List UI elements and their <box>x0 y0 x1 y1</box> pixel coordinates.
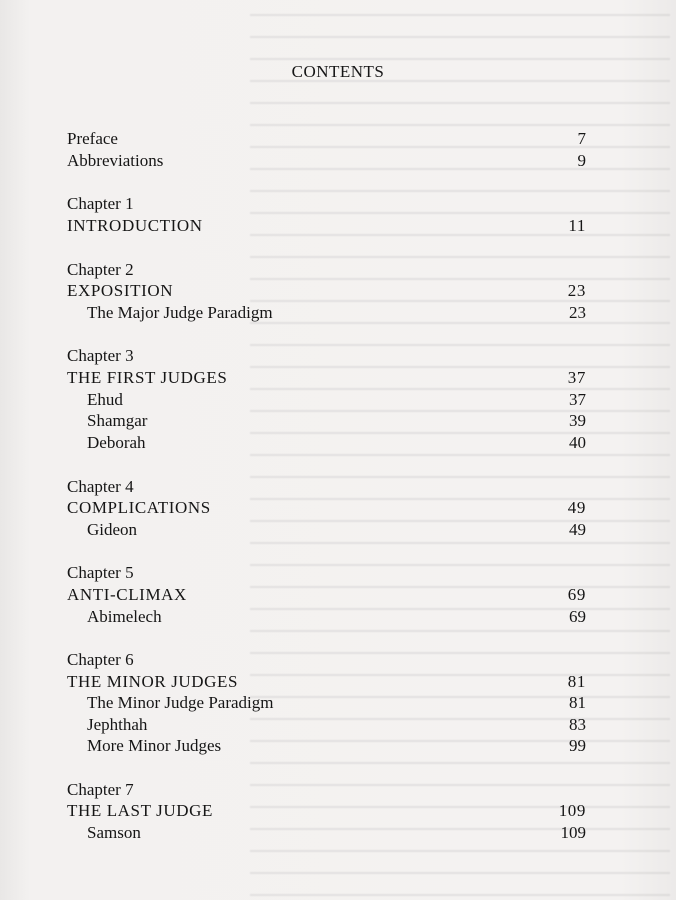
entry-page: 109 <box>560 823 586 842</box>
toc-entry-chapter-6[interactable] <box>67 671 586 693</box>
chapter-label: Chapter 3 <box>67 346 134 365</box>
entry-page: 39 <box>569 411 586 430</box>
entry-page: 99 <box>569 736 586 755</box>
toc-entry-section[interactable] <box>87 735 586 757</box>
entry-page: 69 <box>567 585 586 604</box>
entry-page: 23 <box>567 281 586 300</box>
entry-title: Abimelech <box>87 607 162 626</box>
toc-entry-section[interactable] <box>87 714 586 736</box>
entry-page: 81 <box>567 672 586 691</box>
toc-entry-section[interactable] <box>87 692 586 714</box>
toc-entry-section[interactable] <box>87 822 586 844</box>
toc-entry-section[interactable] <box>87 410 586 432</box>
entry-page: 49 <box>569 520 586 539</box>
toc-entry-chapter-3[interactable] <box>67 367 586 389</box>
entry-title: The Major Judge Paradigm <box>87 303 273 322</box>
entry-title: More Minor Judges <box>87 736 222 755</box>
entry-title: THE FIRST JUDGES <box>67 368 228 387</box>
entry-page: 109 <box>558 801 586 820</box>
entry-title: COMPLICATIONS <box>67 498 211 517</box>
page-title: CONTENTS <box>291 62 385 81</box>
toc-entry-chapter-4[interactable] <box>67 497 586 519</box>
chapter-label: Chapter 7 <box>67 780 134 799</box>
entry-page: 37 <box>569 390 586 409</box>
entry-title: ANTI-CLIMAX <box>67 585 187 604</box>
entry-title: INTRODUCTION <box>67 216 203 235</box>
toc-entry-chapter-1[interactable] <box>67 215 586 237</box>
chapter-label: Chapter 4 <box>67 477 134 496</box>
entry-page: 11 <box>568 216 586 235</box>
toc-entry-section[interactable] <box>87 606 586 628</box>
entry-title: The Minor Judge Paradigm <box>87 693 274 712</box>
entry-page: 9 <box>577 151 586 170</box>
chapter-label: Chapter 1 <box>67 194 134 213</box>
toc-entry-section[interactable] <box>87 302 586 324</box>
entry-page: 40 <box>569 433 586 452</box>
entry-title: Gideon <box>87 520 138 539</box>
entry-title: Abbreviations <box>67 151 164 170</box>
entry-page: 7 <box>577 129 586 148</box>
entry-page: 69 <box>569 607 586 626</box>
entry-title: Deborah <box>87 433 146 452</box>
toc-entry-preface[interactable] <box>67 128 586 150</box>
chapter-label: Chapter 2 <box>67 260 134 279</box>
entry-title: Jephthah <box>87 715 148 734</box>
entry-title: EXPOSITION <box>67 281 174 300</box>
entry-title: THE MINOR JUDGES <box>67 672 239 691</box>
toc-entry-abbreviations[interactable] <box>67 150 586 172</box>
chapter-label: Chapter 6 <box>67 650 134 669</box>
entry-page: 49 <box>567 498 586 517</box>
entry-page: 83 <box>569 715 586 734</box>
toc-entry-chapter-2[interactable] <box>67 280 586 302</box>
toc-entry-section[interactable] <box>87 432 586 454</box>
toc-entry-section[interactable] <box>87 389 586 411</box>
entry-title: Preface <box>67 129 118 148</box>
entry-title: Shamgar <box>87 411 148 430</box>
entry-title: THE LAST JUDGE <box>67 801 213 820</box>
entry-title: Samson <box>87 823 141 842</box>
toc-entry-chapter-7[interactable] <box>67 800 586 822</box>
entry-page: 81 <box>569 693 586 712</box>
entry-title: Ehud <box>87 390 123 409</box>
entry-page: 23 <box>569 303 586 322</box>
chapter-label: Chapter 5 <box>67 563 134 582</box>
entry-page: 37 <box>567 368 586 387</box>
toc-entry-chapter-5[interactable] <box>67 584 586 606</box>
toc-entry-section[interactable] <box>87 519 586 541</box>
